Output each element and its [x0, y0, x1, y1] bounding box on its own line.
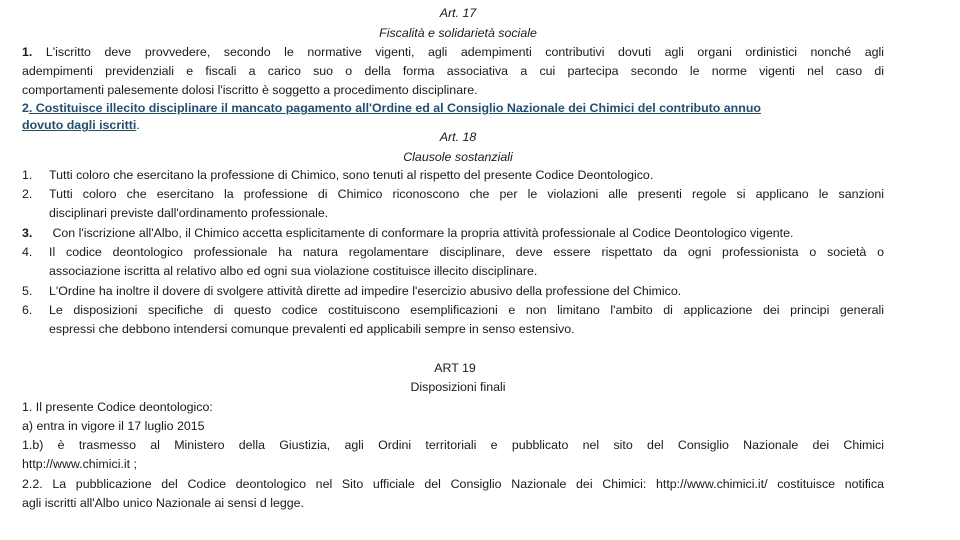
- art18-item-3-line1: Con l'iscrizione all'Albo, il Chimico accetta esplicitamente di conformare la propria attività professionale al Codice Deontologico vigente.: [49, 226, 794, 240]
- art18-item-4-line2: associazione iscritta al relativo albo ed ogni sua violazione costituisce illecito disciplinare.: [49, 264, 538, 278]
- art19-line5: 2.2. La pubblicazione del Codice deontologico nel Sito ufficiale del Consiglio Nazionale dei Chimici: http://www.chimici.it/ costituisce notifica: [22, 477, 884, 491]
- art18-item-4-line1: Il codice deontologico professionale ha natura regolamentare disciplinare, deve essere rispettato da ogni professionista o società o: [49, 245, 884, 259]
- art17-p2-end: .: [136, 118, 140, 132]
- art18-item-3-number: 3.: [22, 226, 33, 240]
- art18-item-6-line1: Le disposizioni specifiche di questo codice costituiscono esemplificazioni e non limitano l'ambito di applicazione dei principi generali: [49, 303, 884, 317]
- art18-item-2-line1: Tutti coloro che esercitano la professione di Chimico riconoscono che per le violazioni alle presenti regole si applicano le sanzioni: [49, 187, 884, 201]
- art18-item-1-line1: Tutti coloro che esercitano la professione di Chimico, sono tenuti al rispetto del presente Codice Deontologico.: [49, 168, 654, 182]
- art18-item-1-number: 1.: [22, 168, 33, 182]
- art17-p2-link-text2[interactable]: dovuto dagli iscritti: [22, 118, 137, 132]
- art19-title: Disposizioni finali: [410, 380, 506, 394]
- art19-heading: ART 19: [434, 361, 476, 375]
- art17-heading: Art. 17: [439, 6, 477, 20]
- art19-line1: 1. Il presente Codice deontologico:: [22, 400, 213, 414]
- art18-item-2-line2: disciplinari previste dall'ordinamento professionale.: [49, 206, 329, 220]
- art18-title: Clausole sostanziali: [403, 150, 513, 164]
- art17-p1-number: 1.: [22, 45, 33, 59]
- art19-line6: agli iscritti all'Albo unico Nazionale ai sensi d legge.: [22, 496, 304, 510]
- art18-heading: Art. 18: [439, 130, 477, 144]
- art17-p1-text1: L'iscritto deve provvedere, secondo le normative vigenti, agli adempimenti contributivi dovuti agli organi ordinistici nonché agli: [45, 45, 884, 59]
- art18-item-6-number: 6.: [22, 303, 33, 317]
- art19-line2: a) entra in vigore il 17 luglio 2015: [22, 419, 205, 433]
- art17-title: Fiscalità e solidarietà sociale: [379, 26, 537, 40]
- art18-item-5-number: 5.: [22, 284, 33, 298]
- art18-item-6-line2: espressi che debbono intendersi comunque prevalenti ed applicabili sempre in senso estensivo.: [49, 322, 575, 336]
- art17-p1-line2: adempimenti previdenziali e fiscali a carico suo o della forma associativa a cui partecipa secondo le norme vigenti nel caso di: [22, 64, 884, 78]
- art19-line4: http://www.chimici.it ;: [22, 457, 137, 471]
- art19-line3: 1.b) è trasmesso al Ministero della Giustizia, agli Ordini territoriali e pubblicato nel sito del Consiglio Nazionale dei Chimici: [22, 438, 884, 452]
- art17-p1-line1: [22, 43, 884, 62]
- art17-p2-link-text1[interactable]: . Costituisce illecito disciplinare il mancato pagamento all'Ordine ed al Consiglio Nazionale dei Chimici del contributo annuo: [28, 101, 761, 115]
- art18-item-2-number: 2.: [22, 187, 33, 201]
- art18-item-4-number: 4.: [22, 245, 33, 259]
- art17-p1-line3: comportamenti palesemente dolosi l'iscritto è soggetto a procedimento disciplinare.: [22, 83, 478, 97]
- art17-p2-number: 2: [22, 101, 29, 115]
- art18-item-5-line1: L'Ordine ha inoltre il dovere di svolgere attività dirette ad impedire l'esercizio abusivo della professione del Chimico.: [49, 284, 682, 298]
